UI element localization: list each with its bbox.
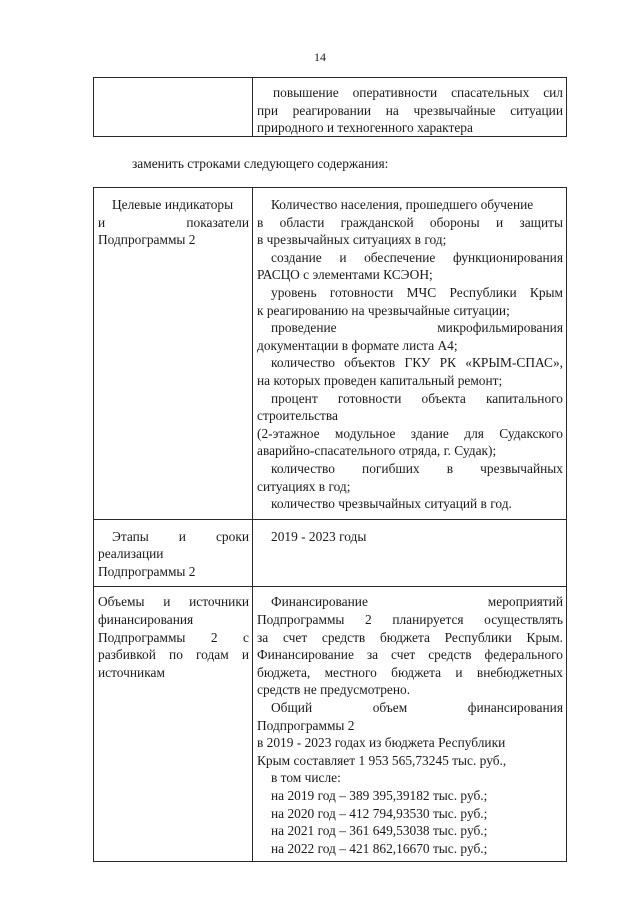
text-line: Подпрограммы 2: [98, 232, 196, 248]
text-line: Финансирование мероприятий: [271, 594, 563, 610]
table-cell-label: [94, 188, 253, 520]
text-line: при реагировании на чрезвычайные ситуации: [257, 102, 563, 118]
previous-table-fragment: [93, 77, 567, 137]
text-line: создание и обеспечение функционирования: [271, 249, 563, 265]
text-line: Подпрограммы 2 с: [98, 629, 249, 645]
table-cell-label: [94, 519, 253, 587]
table-cell-value: [253, 587, 567, 862]
text-line: Общий объем финансирования: [271, 700, 563, 716]
table-row: [94, 188, 567, 520]
text-line: источникам: [98, 664, 165, 680]
text-line: Крым составляет 1 953 565,73245 тыс. руб.,: [257, 752, 507, 768]
replace-note: заменить строками следующего содержания:: [132, 156, 389, 171]
text-line: и показатели: [98, 214, 249, 230]
text-line: Объемы и источники: [98, 594, 249, 610]
table-cell-label: [94, 587, 253, 862]
text-line: за счет средств бюджета Республики Крым.: [257, 629, 563, 645]
text-line: Подпрограммы 2: [257, 717, 355, 733]
text-line: к реагированию на чрезвычайные ситуации;: [257, 302, 510, 318]
table-cell: [253, 78, 567, 137]
text-line: документации в формате листа А4;: [257, 337, 458, 353]
text-line: повышение оперативности спасательных сил: [273, 85, 563, 100]
page-number: 14: [314, 50, 326, 64]
text-line: разбивкой по годам и: [98, 647, 249, 663]
table-cell-value: [253, 519, 567, 587]
text-line: финансирования: [98, 612, 194, 628]
text-line: в том числе:: [271, 770, 341, 786]
subprogram-passport-table: [93, 187, 567, 862]
text-line: уровень готовности МЧС Республики Крым: [271, 284, 563, 300]
text-line: строительства: [257, 408, 338, 424]
text-line: Количество населения, прошедшего обучение: [271, 197, 534, 212]
text-line: природного и техногенного характера: [257, 120, 473, 136]
text-line: РАСЦО с элементами КСЭОН;: [257, 267, 433, 283]
table-row: [94, 78, 567, 137]
text-line: проведение микрофильмирования: [271, 320, 563, 336]
text-line: на 2019 год – 389 395,39182 тыс. руб.;: [271, 788, 488, 803]
text-line: в области гражданской обороны и защиты: [257, 214, 563, 230]
text-line: реализации: [98, 546, 164, 562]
text-line: в 2019 - 2023 годах из бюджета Республики: [257, 735, 506, 751]
text-line: на 2021 год – 361 649,53038 тыс. руб.;: [271, 823, 488, 839]
text-line: Подпрограммы 2: [98, 563, 196, 579]
text-line: Целевые индикаторы: [112, 197, 234, 212]
text-line: (2-этажное модульное здание для Судакского: [257, 425, 563, 441]
text-line: в чрезвычайных ситуациях в год;: [257, 232, 447, 248]
text-line: бюджета, местного бюджета и внебюджетных: [257, 664, 563, 680]
text-line: на 2022 год – 421 862,16670 тыс. руб.;: [271, 840, 488, 856]
text-line: процент готовности объекта капитального: [271, 390, 563, 406]
text-line: количество погибших в чрезвычайных: [271, 460, 563, 476]
text-line: ситуациях в год;: [257, 478, 351, 494]
text-line: на которых проведен капитальный ремонт;: [257, 372, 503, 388]
table-row: [94, 519, 567, 587]
text-line: Подпрограммы 2 планируется осуществлять: [257, 612, 563, 628]
table-cell-value: [253, 188, 567, 520]
text-line: Финансирование за счет средств федерального: [257, 647, 563, 663]
text-line: средств не предусмотрено.: [257, 682, 411, 698]
text-line: количество чрезвычайных ситуаций в год.: [271, 496, 512, 512]
text-line: 2019 - 2023 годы: [271, 528, 367, 544]
text-line: аварийно-спасательного отряда, г. Судак);: [257, 443, 497, 459]
table-cell-empty: [94, 78, 253, 137]
text-line: количество объектов ГКУ РК «КРЫМ-СПАС»,: [271, 355, 563, 371]
table-row: [94, 587, 567, 862]
text-line: Этапы и сроки: [112, 528, 249, 544]
text-line: на 2020 год – 412 794,93530 тыс. руб.;: [271, 805, 488, 821]
